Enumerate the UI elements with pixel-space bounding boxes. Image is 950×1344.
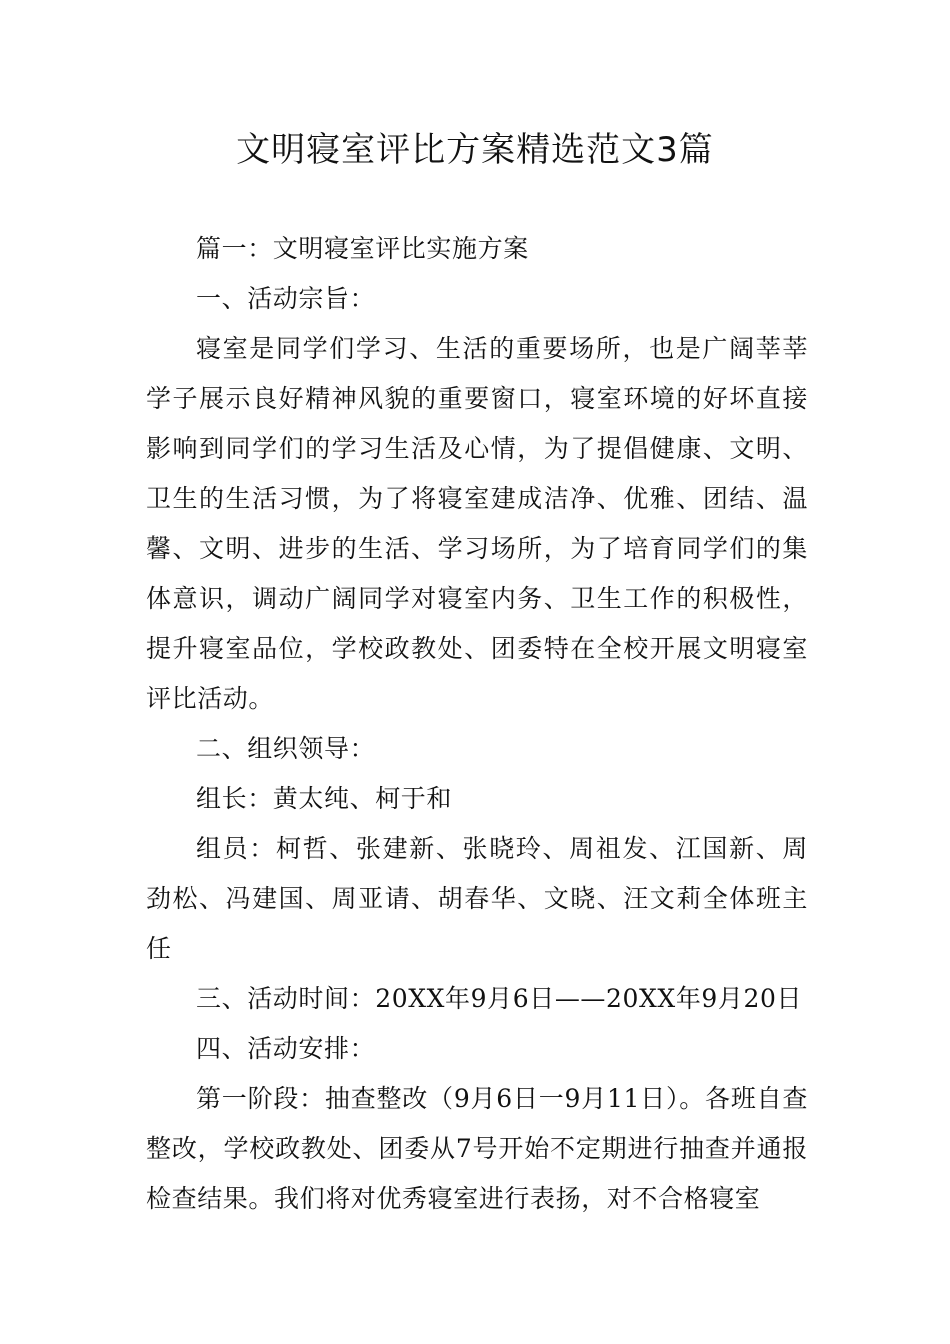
document-body <box>146 224 808 1224</box>
paragraph-team-members: 组员：柯哲、张建新、张晓玲、周祖发、江国新、周劲松、冯建国、周亚请、胡春华、文晓、汪文莉全体班主任 <box>146 834 808 963</box>
section-heading-part-one: 篇一：文明寝室评比实施方案 <box>196 234 529 263</box>
paragraph-team-leaders: 组长：黄太纯、柯于和 <box>196 784 453 813</box>
section-heading-arrangement: 四、活动安排： <box>196 1034 376 1063</box>
section-heading-purpose: 一、活动宗旨： <box>196 284 376 313</box>
document-title: 文明寝室评比方案精选范文3篇 <box>236 130 714 170</box>
paragraph-phase-one: 第一阶段：抽查整改（9月6日一9月11日）。各班自查整改，学校政教处、团委从7号开始不定期进行抽查并通报检查结果。我们将对优秀寝室进行表扬，对不合格寝室 <box>146 1084 808 1213</box>
section-heading-time: 三、活动时间：20XX年9月6日——20XX年9月20日 <box>196 984 803 1013</box>
section-heading-leadership: 二、组织领导： <box>196 734 376 763</box>
paragraph-purpose: 寝室是同学们学习、生活的重要场所，也是广阔莘莘学子展示良好精神风貌的重要窗口，寝室环境的好坏直接影响到同学们的学习生活及心情，为了提倡健康、文明、卫生的生活习惯，为了将寝室建成洁净、优雅、团结、温馨、文明、进步的生活、学习场所，为了培育同学们的集体意识，调动广阔同学对寝室内务、卫生工作的积极性，提升寝室品位，学校政教处、团委特在全校开展文明寝室评比活动。 <box>146 334 808 713</box>
